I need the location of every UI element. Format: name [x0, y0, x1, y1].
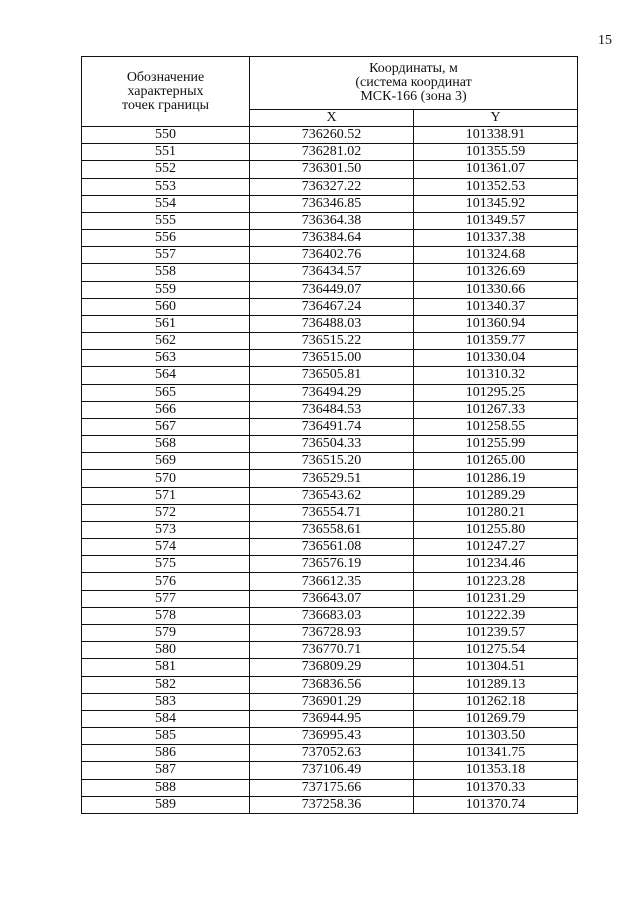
- table-row: [82, 333, 578, 350]
- y-coordinate-cell: 101267.33: [414, 401, 578, 418]
- table-row: [82, 487, 578, 504]
- point-number-cell: 552: [82, 161, 250, 178]
- table-row: [82, 728, 578, 745]
- x-coordinate-cell: 737258.36: [250, 796, 414, 813]
- x-coordinate-cell: 736543.62: [250, 487, 414, 504]
- y-coordinate-cell: 101352.53: [414, 178, 578, 195]
- y-coordinate-cell: 101239.57: [414, 624, 578, 641]
- point-number-cell: 562: [82, 333, 250, 350]
- table-row: [82, 642, 578, 659]
- x-coordinate-cell: 736515.20: [250, 453, 414, 470]
- point-number-cell: 558: [82, 264, 250, 281]
- x-coordinate-cell: 736449.07: [250, 281, 414, 298]
- point-number-cell: 575: [82, 556, 250, 573]
- table-row: [82, 264, 578, 281]
- table-row: [82, 436, 578, 453]
- x-coordinate-cell: 736260.52: [250, 127, 414, 144]
- x-coordinate-cell: 736364.38: [250, 212, 414, 229]
- y-coordinate-cell: 101341.75: [414, 745, 578, 762]
- table-row: [82, 762, 578, 779]
- header-point-line: характерных: [127, 83, 204, 99]
- point-number-cell: 584: [82, 710, 250, 727]
- y-coordinate-cell: 101280.21: [414, 504, 578, 521]
- y-coordinate-cell: 101304.51: [414, 659, 578, 676]
- x-coordinate-cell: 736576.19: [250, 556, 414, 573]
- table-header: [82, 57, 578, 127]
- y-coordinate-cell: 101234.46: [414, 556, 578, 573]
- y-coordinate-cell: 101258.55: [414, 418, 578, 435]
- x-coordinate-cell: 737106.49: [250, 762, 414, 779]
- table-row: [82, 573, 578, 590]
- y-coordinate-cell: 101269.79: [414, 710, 578, 727]
- table-row: [82, 178, 578, 195]
- x-coordinate-cell: 736505.81: [250, 367, 414, 384]
- y-coordinate-cell: 101361.07: [414, 161, 578, 178]
- table-row: [82, 195, 578, 212]
- y-coordinate-cell: 101324.68: [414, 247, 578, 264]
- x-coordinate-cell: 736529.51: [250, 470, 414, 487]
- table-row: [82, 693, 578, 710]
- point-number-cell: 550: [82, 127, 250, 144]
- point-number-cell: 580: [82, 642, 250, 659]
- y-coordinate-cell: 101340.37: [414, 298, 578, 315]
- table-body: [82, 127, 578, 814]
- point-number-cell: 585: [82, 728, 250, 745]
- point-number-cell: 574: [82, 539, 250, 556]
- table-row: [82, 607, 578, 624]
- x-coordinate-cell: 736901.29: [250, 693, 414, 710]
- x-coordinate-cell: 736643.07: [250, 590, 414, 607]
- x-coordinate-cell: 736327.22: [250, 178, 414, 195]
- table-row: [82, 556, 578, 573]
- x-coordinate-cell: 736515.00: [250, 350, 414, 367]
- x-coordinate-cell: 736467.24: [250, 298, 414, 315]
- point-number-cell: 569: [82, 453, 250, 470]
- x-coordinate-cell: 736346.85: [250, 195, 414, 212]
- x-coordinate-cell: 736402.76: [250, 247, 414, 264]
- point-number-cell: 589: [82, 796, 250, 813]
- x-coordinate-cell: 736809.29: [250, 659, 414, 676]
- y-coordinate-cell: 101370.33: [414, 779, 578, 796]
- x-coordinate-cell: 736836.56: [250, 676, 414, 693]
- y-coordinate-cell: 101337.38: [414, 230, 578, 247]
- point-number-cell: 572: [82, 504, 250, 521]
- y-coordinate-cell: 101286.19: [414, 470, 578, 487]
- header-coordinates-line: МСК-166 (зона 3): [360, 88, 467, 104]
- point-number-cell: 578: [82, 607, 250, 624]
- table-row: [82, 144, 578, 161]
- y-coordinate-cell: 101255.99: [414, 436, 578, 453]
- table-row: [82, 350, 578, 367]
- table-row: [82, 247, 578, 264]
- y-coordinate-cell: 101265.00: [414, 453, 578, 470]
- y-coordinate-cell: 101262.18: [414, 693, 578, 710]
- y-coordinate-cell: 101289.29: [414, 487, 578, 504]
- point-number-cell: 555: [82, 212, 250, 229]
- point-number-cell: 559: [82, 281, 250, 298]
- y-coordinate-cell: 101295.25: [414, 384, 578, 401]
- y-coordinate-cell: 101330.66: [414, 281, 578, 298]
- header-coordinates-line: Координаты, м: [369, 60, 458, 76]
- y-coordinate-cell: 101338.91: [414, 127, 578, 144]
- table-row: [82, 401, 578, 418]
- table-row: [82, 230, 578, 247]
- point-number-cell: 568: [82, 436, 250, 453]
- y-coordinate-cell: 101355.59: [414, 144, 578, 161]
- x-coordinate-cell: 737175.66: [250, 779, 414, 796]
- table-row: [82, 796, 578, 813]
- table-row: [82, 779, 578, 796]
- point-number-cell: 582: [82, 676, 250, 693]
- coordinates-table: [81, 56, 578, 814]
- table-row: [82, 470, 578, 487]
- y-coordinate-cell: 101330.04: [414, 350, 578, 367]
- point-number-cell: 587: [82, 762, 250, 779]
- point-number-cell: 577: [82, 590, 250, 607]
- point-number-cell: 579: [82, 624, 250, 641]
- point-number-cell: 576: [82, 573, 250, 590]
- page-number: 15: [598, 33, 612, 48]
- y-coordinate-cell: 101231.29: [414, 590, 578, 607]
- header-point-line: Обозначение: [126, 69, 205, 85]
- x-coordinate-cell: 736301.50: [250, 161, 414, 178]
- table-row: [82, 504, 578, 521]
- x-coordinate-cell: 736728.93: [250, 624, 414, 641]
- x-coordinate-cell: 736384.64: [250, 230, 414, 247]
- x-coordinate-cell: 736944.95: [250, 710, 414, 727]
- header-coordinates-line: (система координат: [355, 74, 472, 90]
- point-number-cell: 566: [82, 401, 250, 418]
- y-coordinate-cell: 101359.77: [414, 333, 578, 350]
- table-row: [82, 384, 578, 401]
- x-coordinate-cell: 736612.35: [250, 573, 414, 590]
- y-coordinate-cell: 101370.74: [414, 796, 578, 813]
- table-row: [82, 453, 578, 470]
- x-coordinate-cell: 736494.29: [250, 384, 414, 401]
- y-coordinate-cell: 101223.28: [414, 573, 578, 590]
- point-number-cell: 551: [82, 144, 250, 161]
- header-coordinates: [250, 57, 578, 110]
- header-y: Y: [414, 109, 578, 126]
- y-coordinate-cell: 101310.32: [414, 367, 578, 384]
- y-coordinate-cell: 101326.69: [414, 264, 578, 281]
- point-number-cell: 556: [82, 230, 250, 247]
- table-row: [82, 315, 578, 332]
- table-row: [82, 212, 578, 229]
- table-row: [82, 745, 578, 762]
- point-number-cell: 570: [82, 470, 250, 487]
- header-x: X: [250, 109, 414, 126]
- table-row: [82, 539, 578, 556]
- x-coordinate-cell: 736683.03: [250, 607, 414, 624]
- table-row: [82, 127, 578, 144]
- y-coordinate-cell: 101275.54: [414, 642, 578, 659]
- y-coordinate-cell: 101255.80: [414, 521, 578, 538]
- header-point-designation: [82, 57, 250, 127]
- x-coordinate-cell: 736434.57: [250, 264, 414, 281]
- point-number-cell: 557: [82, 247, 250, 264]
- point-number-cell: 571: [82, 487, 250, 504]
- point-number-cell: 567: [82, 418, 250, 435]
- point-number-cell: 561: [82, 315, 250, 332]
- table-row: [82, 710, 578, 727]
- x-coordinate-cell: 736770.71: [250, 642, 414, 659]
- y-coordinate-cell: 101289.13: [414, 676, 578, 693]
- y-coordinate-cell: 101353.18: [414, 762, 578, 779]
- point-number-cell: 565: [82, 384, 250, 401]
- x-coordinate-cell: 736995.43: [250, 728, 414, 745]
- table-row: [82, 521, 578, 538]
- point-number-cell: 563: [82, 350, 250, 367]
- table-row: [82, 590, 578, 607]
- point-number-cell: 588: [82, 779, 250, 796]
- table-row: [82, 624, 578, 641]
- table-row: [82, 676, 578, 693]
- x-coordinate-cell: 736488.03: [250, 315, 414, 332]
- y-coordinate-cell: 101303.50: [414, 728, 578, 745]
- table-row: [82, 161, 578, 178]
- y-coordinate-cell: 101247.27: [414, 539, 578, 556]
- table-row: [82, 281, 578, 298]
- table-row: [82, 659, 578, 676]
- x-coordinate-cell: 736554.71: [250, 504, 414, 521]
- x-coordinate-cell: 736504.33: [250, 436, 414, 453]
- point-number-cell: 573: [82, 521, 250, 538]
- x-coordinate-cell: 736561.08: [250, 539, 414, 556]
- y-coordinate-cell: 101345.92: [414, 195, 578, 212]
- x-coordinate-cell: 737052.63: [250, 745, 414, 762]
- point-number-cell: 583: [82, 693, 250, 710]
- x-coordinate-cell: 736515.22: [250, 333, 414, 350]
- point-number-cell: 560: [82, 298, 250, 315]
- point-number-cell: 554: [82, 195, 250, 212]
- point-number-cell: 586: [82, 745, 250, 762]
- point-number-cell: 581: [82, 659, 250, 676]
- table-row: [82, 418, 578, 435]
- y-coordinate-cell: 101360.94: [414, 315, 578, 332]
- x-coordinate-cell: 736484.53: [250, 401, 414, 418]
- header-point-line: точек границы: [122, 97, 209, 113]
- y-coordinate-cell: 101349.57: [414, 212, 578, 229]
- x-coordinate-cell: 736491.74: [250, 418, 414, 435]
- table-row: [82, 367, 578, 384]
- y-coordinate-cell: 101222.39: [414, 607, 578, 624]
- table-row: [82, 298, 578, 315]
- x-coordinate-cell: 736558.61: [250, 521, 414, 538]
- x-coordinate-cell: 736281.02: [250, 144, 414, 161]
- point-number-cell: 564: [82, 367, 250, 384]
- point-number-cell: 553: [82, 178, 250, 195]
